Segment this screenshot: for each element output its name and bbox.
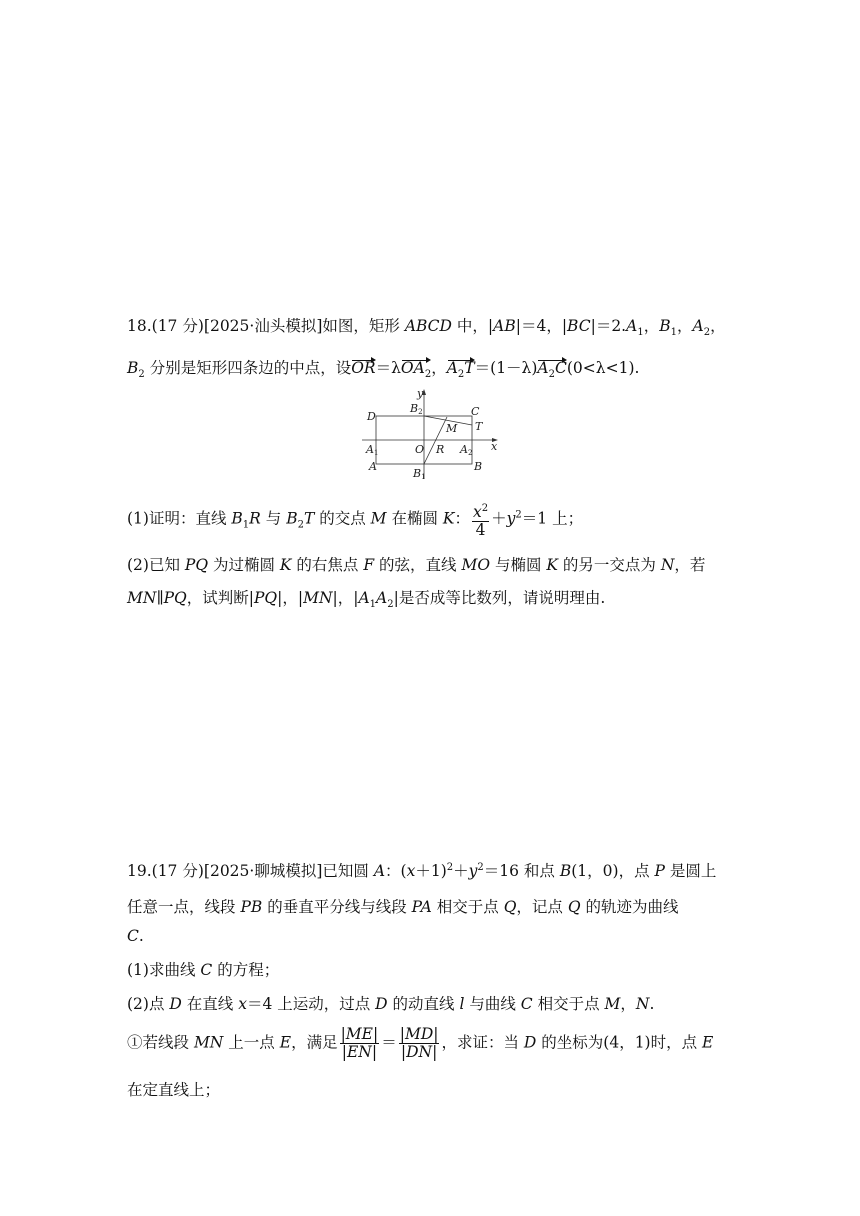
label-d: D — [367, 410, 376, 423]
p18-part-2-line-2: MN∥PQ，试判断|PQ|，|MN|，$|A_1A_2|$是否成等比数列，请说明理由. — [127, 589, 606, 611]
p18-line-1: 18.(17 分)[2025·汕头模拟]如图，矩形 ABCD 中，|AB|＝4，$|BC|=2.A_1$，$B_1$，$A_2$， — [127, 317, 726, 339]
p19-part-1: (1)求曲线 C 的方程； — [127, 961, 280, 979]
vector-a2c: $A_2C$ — [537, 359, 567, 381]
label-b: B — [474, 460, 483, 473]
p19-line-2: 任意一点，线段 PB 的垂直平分线与线段 PA 相交于点 Q，记点 Q 的轨迹为曲线 — [127, 898, 679, 916]
vector-or: OR — [351, 359, 376, 377]
rectangle-figure — [360, 387, 505, 483]
label-a1: A1 — [366, 443, 379, 457]
label-x: x — [491, 440, 498, 453]
label-b1: B1 — [413, 467, 426, 481]
label-a2: A2 — [460, 443, 473, 457]
p18-number: 18.(17 分) — [127, 317, 204, 335]
p18-source: [2025·汕头模拟] — [203, 317, 323, 335]
fraction-me-en: $\frac{|ME|}{|EN|}$ — [340, 1025, 379, 1061]
label-a: A — [369, 460, 377, 473]
p19-source: [2025·聊城模拟] — [203, 862, 323, 880]
label-b2: B2 — [410, 402, 423, 416]
p19-number: 19.(17 分) — [127, 862, 204, 880]
label-m: M — [446, 422, 458, 435]
line-b1r — [424, 417, 447, 464]
label-r: R — [436, 443, 445, 456]
vector-oa2: $OA_2$ — [400, 359, 432, 381]
label-o: O — [415, 443, 425, 456]
p18-part-2-line-1: (2)已知 PQ 为过椭圆 K 的右焦点 F 的弦，直线 MO 与椭圆 K 的另一交点为 N，若 — [127, 556, 706, 574]
p19-part-2: (2)点 D 在直线 x＝4 上运动，过点 D 的动直线 l 与曲线 C 相交于点 M，N. — [127, 995, 655, 1013]
p19-line-3: C. — [127, 927, 144, 945]
fraction-x2-over-4: $\frac{x^2}{4}$ — [472, 500, 489, 539]
p19-line-1: 19.(17 分)[2025·聊城模拟]已知圆 A：$(x+1)^2+y^2=16$ 和点 B(1，0)，点 P 是圆上 — [127, 861, 717, 880]
p19-sub-1: ①若线段 MN 上一点 E，满足 $\frac{|ME|}{|EN|}$ ＝ $\frac{|MD|}{|DN|}$ ，求证：当 D 的坐标为(4，1)时，点 E — [127, 1025, 714, 1061]
p19-last-line: 在定直线上； — [127, 1081, 221, 1099]
fraction-md-dn: $\frac{|MD|}{|DN|}$ — [399, 1025, 439, 1061]
label-t: T — [475, 420, 483, 433]
label-y: y — [417, 387, 424, 400]
p18-line-2: $B_2$ 分别是矩形四条边的中点，设OR＝λOA$_2$，$A_2T=(1-\lambda)A_2C(0<\lambda<1)$. — [127, 359, 640, 381]
label-c: C — [471, 405, 480, 418]
p18-part-1: (1)证明：直线 $B_1R$ 与 $B_2T$ 的交点 M 在椭圆 K： $\frac{x^2}{4}$ $+y^2=1$ 上； — [127, 500, 583, 539]
vector-a2t: $A_2T$ — [446, 359, 475, 381]
